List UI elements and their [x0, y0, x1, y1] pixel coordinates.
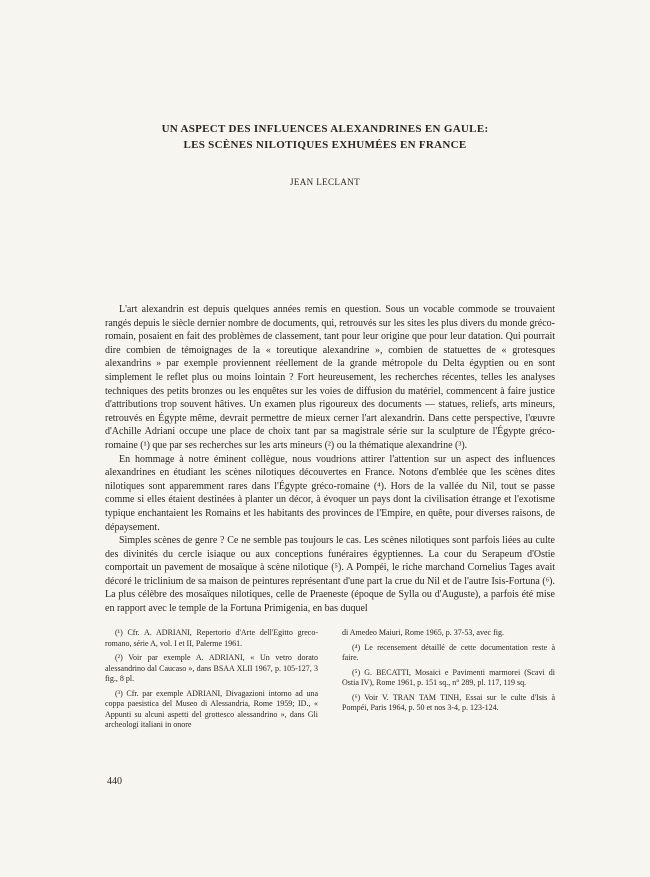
author-name: JEAN LECLANT — [289, 177, 361, 187]
paragraph: En hommage à notre éminent collègue, nous voudrions attirer l'attention sur un aspect des influences alexandrines en étudiant les scènes nilotiques découvertes en France. Notons d'emblée que les scènes dites nilotiques sont apparemment rares dans l'Égypte gréco-romaine (⁴). Hors de la vallée du Nil, tout se passe comme si elles étaient destinées à planter un décor, à évoquer un pays dont la civilisation étrange et l'exotisme typique enchantaient les Romains et les habitants des provinces de l'Empire, en quête, pour diverses raisons, de dépaysement. — [105, 453, 555, 533]
title-line-2: LES SCÈNES NILOTIQUES EXHUMÉES EN FRANCE — [183, 139, 467, 151]
title-line-1: UN ASPECT DES INFLUENCES ALEXANDRINES EN GAULE: — [161, 123, 489, 135]
footnotes — [105, 628, 555, 735]
footnote: (⁴) Le recensement détaillé de cette documentation reste à faire. — [342, 642, 555, 662]
footnote: (¹) Cfr. A. ADRIANI, Repertorio d'Arte dell'Egitto greco-romano, série A, vol. I et II, Palerme 1961. — [105, 628, 318, 648]
article-body — [105, 303, 555, 616]
paragraph: Simples scènes de genre ? Ce ne semble pas toujours le cas. Les scènes nilotiques sont parfois liées au culte des divinités du cercle isiaque ou aux conceptions funéraires égyptiennes. La cour du Serapeum d'Ostie comportait un pavement de mosaïque à scène nilotique (⁵). A Pompéi, le riche marchand Cornelius Tages avait décoré le triclinium de sa maison de peintures représentant d'une part la crue du Nil et de l'autre Isis-Fortuna (⁶). La plus célèbre des mosaïques nilotiques, celle de Praeneste (époque de Sylla ou d'Auguste), a parfois été mise en rapport avec le temple de la Fortuna Primigenia, en bas duquel — [105, 535, 555, 615]
footnotes-left-column — [105, 628, 318, 735]
footnote: (⁵) G. BECATTI, Mosaici e Pavimenti marmorei (Scavi di Ostia IV), Rome 1961, p. 151 sq., n° 289, pl. 117, 119 sq. — [342, 667, 555, 687]
paragraph: L'art alexandrin est depuis quelques années remis en question. Sous un vocable commode se trouvaient rangés depuis le siècle dernier nombre de documents, qui, retrouvés sur les sites les plus divers du monde gréco-romain, posaient en fait des problèmes de classement, tant pour leur origine que pour leur datation. Qui pourrait dire combien de témoignages de la « toreutique alexandrine », combien de statuettes de « grotesques alexandrins » par exemple proviennent réellement de la grande métropole du Delta égyptien ou en sont simplement le reflet plus ou moins lointain ? Fort heureusement, les recherches récentes, telles les analyses techniques des petits bronzes ou les enquêtes sur les voies de diffusion du matériel, commencent à faire justice d'attributions trop souvent hâtives. Un examen plus rigoureux des documents — statues, reliefs, arts mineurs, retrouvés en Égypte même, devrait permettre de mieux cerner l'art alexandrin. Dans cette perspective, l'œuvre d'Achille Adriani occupe une place de choix tant par sa magistrale série sur la sculpture de l'Égypte gréco-romaine (¹) que par ses recherches sur les arts mineurs (²) ou la thématique alexandrine (³). — [105, 304, 555, 451]
article-title — [60, 121, 590, 153]
footnote: (⁶) Voir V. TRAN TAM TINH, Essai sur le culte d'Isis à Pompéi, Paris 1964, p. 50 et nos 3-4, p. 123-124. — [342, 692, 555, 712]
footnotes-right-column — [342, 628, 555, 735]
footnote: (²) Voir par exemple A. ADRIANI, « Un vetro dorato alessandrino dal Caucaso », dans BSAA XLII 1967, p. 105-127, 3 fig., 8 pl. — [105, 653, 318, 683]
page-number: 440 — [107, 776, 122, 787]
footnote: (³) Cfr. par exemple ADRIANI, Divagazioni intorno ad una coppa paesistica del Museo di Alessandria, Rome 1959; ID., « Appunti su alcuni aspetti del grottesco alessandrino », dans Gli archeologi italiani in onore — [105, 688, 318, 729]
footnote-continuation: di Amedeo Maiuri, Rome 1965, p. 37-53, avec fig. — [342, 628, 504, 637]
